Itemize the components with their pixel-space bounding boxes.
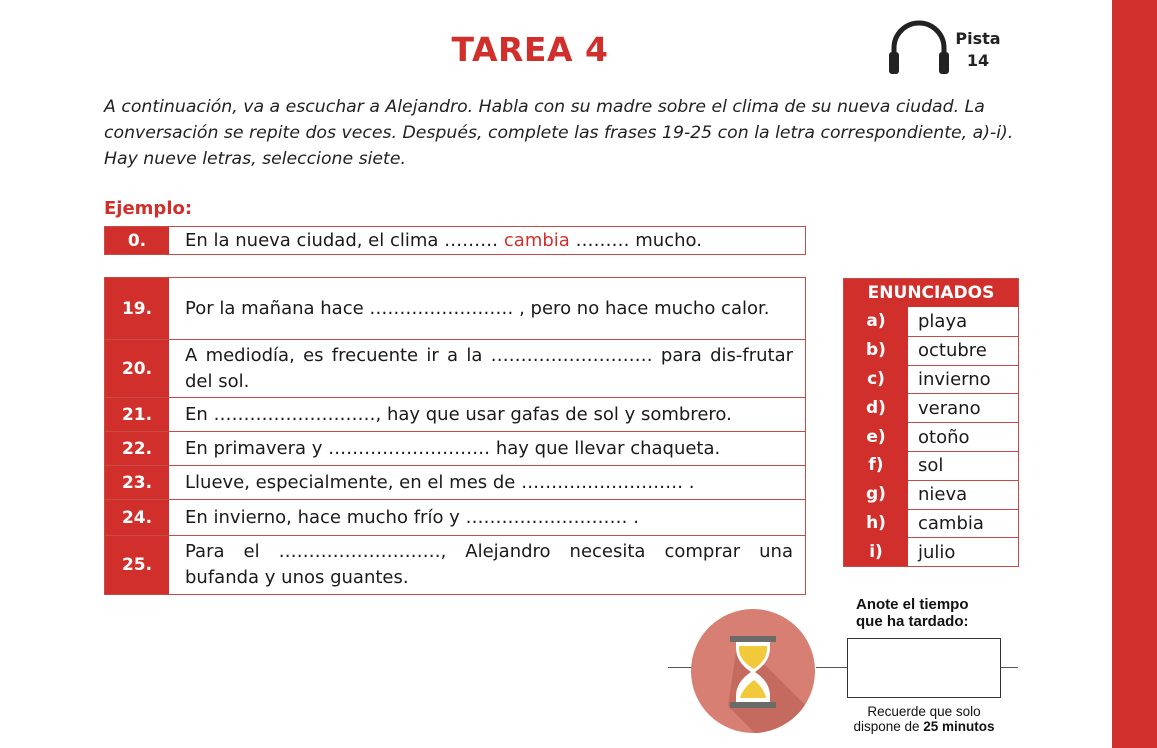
option-letter: d) xyxy=(844,393,908,422)
item-text: En primavera y ……………………… hay que llevar chaqueta. xyxy=(185,437,721,459)
timer-note-duration: 25 minutos xyxy=(923,719,995,734)
option-word: julio xyxy=(908,537,1018,566)
option-row xyxy=(844,393,1018,422)
option-letter: a) xyxy=(844,307,908,336)
instructions: A continuación, va a escuchar a Alejandro. Habla con su madre sobre el clima de su nueva ciudad. La conversación se repite dos veces. Después, complete las frases 19-25 con la letra correspondiente, a)-i). Hay nueve letras, seleccione siete. xyxy=(104,97,1014,169)
item-number: 21. xyxy=(105,398,169,431)
time-entry-box[interactable] xyxy=(847,638,1001,698)
option-row xyxy=(844,509,1018,538)
timer-note xyxy=(846,704,1002,734)
option-row xyxy=(844,365,1018,394)
item-row xyxy=(104,277,806,340)
example-text xyxy=(169,227,805,254)
example-number: 0. xyxy=(105,227,169,254)
options-table xyxy=(843,278,1019,567)
option-word: sol xyxy=(908,451,1018,480)
side-accent-band xyxy=(1112,0,1157,748)
option-letter: b) xyxy=(844,336,908,365)
option-letter: f) xyxy=(844,451,908,480)
item-row xyxy=(104,465,806,500)
item-number: 19. xyxy=(105,278,169,339)
item-row xyxy=(104,499,806,536)
option-row xyxy=(844,336,1018,365)
item-number: 25. xyxy=(105,536,169,594)
timer-label xyxy=(856,596,969,630)
option-word: octubre xyxy=(908,336,1018,365)
track-badge xyxy=(950,28,1006,72)
item-text: A mediodía, es frecuente ir a la ……………………… para dis-frutar del sol. xyxy=(185,344,793,392)
item-text: Llueve, especialmente, en el mes de ……………………… . xyxy=(185,471,695,493)
example-row xyxy=(104,226,806,255)
headphones-icon xyxy=(886,18,952,78)
item-number: 24. xyxy=(105,500,169,535)
option-letter: i) xyxy=(844,537,908,566)
option-letter: h) xyxy=(844,509,908,538)
example-label: Ejemplo: xyxy=(104,198,193,219)
option-word: nieva xyxy=(908,480,1018,509)
option-word: invierno xyxy=(908,365,1018,394)
track-number: 14 xyxy=(966,51,990,70)
example-text-after: ……… mucho. xyxy=(569,229,702,251)
item-row xyxy=(104,397,806,432)
timer-label-line1: Anote el tiempo xyxy=(856,596,969,613)
item-number: 20. xyxy=(105,340,169,397)
item-text: En ………………………, hay que usar gafas de sol y sombrero. xyxy=(185,403,732,425)
option-word: playa xyxy=(918,310,968,332)
task-title: TAREA 4 xyxy=(451,30,609,69)
timer-note-prefix: dispone de xyxy=(853,719,924,734)
option-row xyxy=(844,422,1018,451)
item-row xyxy=(104,535,806,595)
item-number: 23. xyxy=(105,466,169,499)
item-text: Para el ………………………, Alejandro necesita comprar una bufanda y unos guantes. xyxy=(185,541,793,588)
option-row xyxy=(844,480,1018,509)
timer-label-line2: que ha tardado: xyxy=(856,613,969,630)
option-row xyxy=(844,451,1018,480)
option-row xyxy=(844,537,1018,566)
example-text-before: En la nueva ciudad, el clima ……… xyxy=(185,229,504,251)
option-letter: c) xyxy=(844,365,908,394)
options-header: ENUNCIADOS xyxy=(844,279,1018,307)
option-letter: e) xyxy=(844,422,908,451)
example-answer: cambia xyxy=(503,229,570,251)
item-text: En invierno, hace mucho frío y ……………………… . xyxy=(185,506,639,528)
option-letter: g) xyxy=(844,480,908,509)
timer-line-mid xyxy=(816,667,849,668)
track-label: Pista xyxy=(955,29,1001,48)
hourglass-icon xyxy=(688,606,818,736)
timer-note-line1: Recuerde que solo xyxy=(867,704,981,719)
timer-line-right xyxy=(998,667,1018,668)
option-row xyxy=(844,307,1018,336)
option-word: verano xyxy=(908,393,1018,422)
item-text: Por la mañana hace …………………… , pero no hace mucho calor. xyxy=(185,297,770,319)
option-word: cambia xyxy=(908,509,1018,538)
option-word: otoño xyxy=(908,422,1018,451)
item-number: 22. xyxy=(105,432,169,465)
item-row xyxy=(104,431,806,466)
item-row xyxy=(104,339,806,398)
